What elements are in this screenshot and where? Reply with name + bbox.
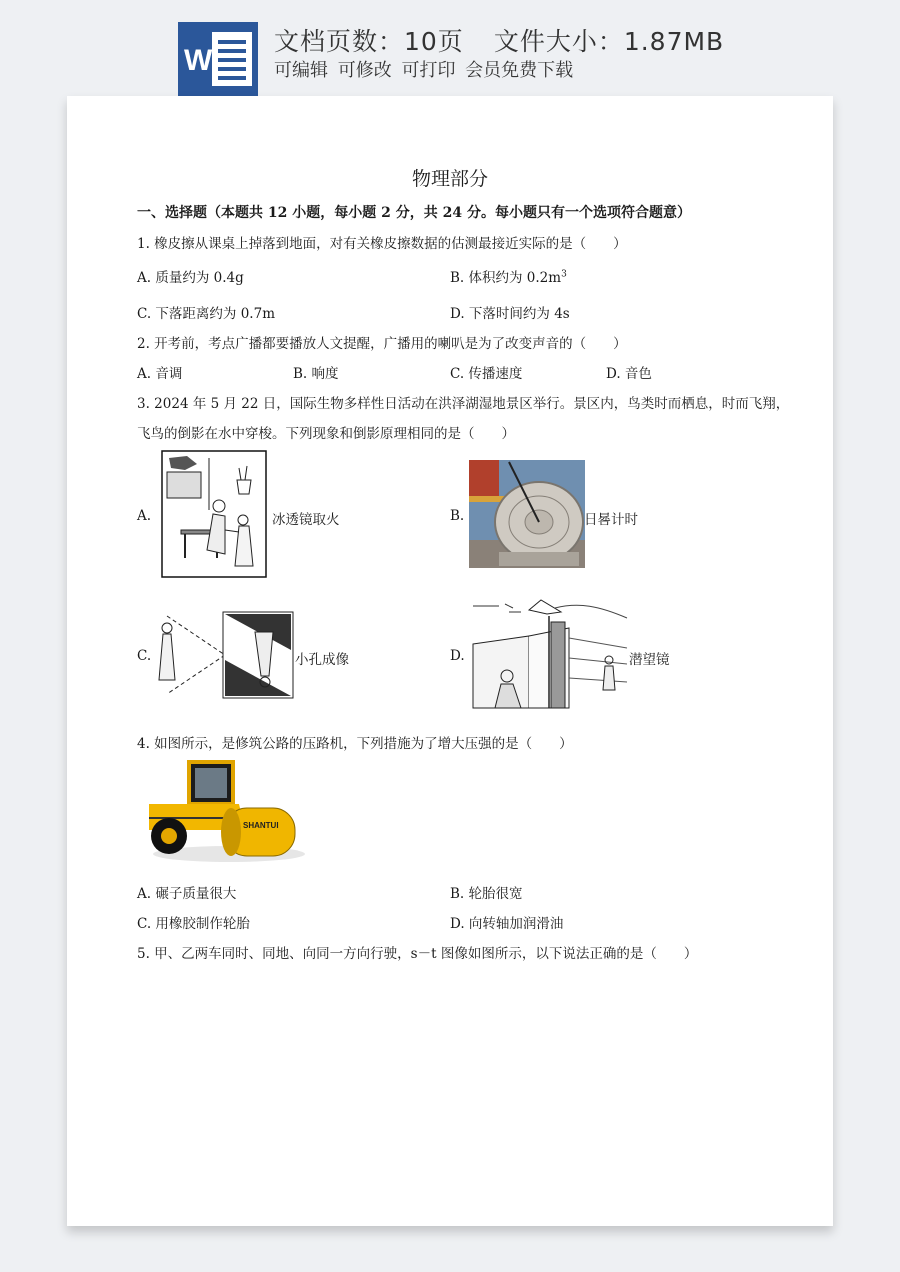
q4-option-d: D. 向转轴加润滑油 [450, 916, 564, 932]
sundial-photo [469, 460, 585, 568]
q2-option-d: D. 音色 [606, 366, 652, 382]
q2-stem: 2. 开考前，考点广播都要播放人文提醒，广播用的喇叭是为了改变声音的（ ） [137, 336, 627, 352]
road-roller-photo [139, 756, 307, 866]
q3-stem-line1: 3. 2024 年 5 月 22 日，国际生物多样性日活动在洪泽湖湿地景区举行。景区内，鸟类时而栖息，时而飞翔， [137, 396, 790, 412]
q1-option-c: C. 下落距离约为 0.7m [137, 306, 275, 322]
svg-text:W: W [184, 44, 213, 77]
q1-stem: 1. 橡皮擦从课桌上掉落到地面，对有关橡皮擦数据的估测最接近实际的是（ ） [137, 236, 627, 252]
q3-option-b-label: B. [450, 508, 465, 524]
q1-option-a: A. 质量约为 0.4g [137, 270, 244, 286]
q3-option-a-label: A. [137, 508, 152, 524]
file-size: 文件大小：1.87MB [493, 27, 725, 56]
q1-option-b [450, 266, 567, 286]
q4-option-b: B. 轮胎很宽 [450, 886, 523, 902]
periscope-illustration [469, 598, 629, 716]
pinhole-imaging-illustration [153, 610, 297, 700]
q2-option-b: B. 响度 [293, 366, 339, 382]
q1-option-b-text: B. 体积约为 0.2m [450, 270, 562, 286]
word-document-icon [178, 22, 258, 96]
download-banner [0, 0, 900, 96]
q4-option-c: C. 用橡胶制作轮胎 [137, 916, 250, 932]
q1-option-d: D. 下落时间约为 4s [450, 306, 570, 322]
q3-option-d-label: D. [450, 648, 465, 664]
q3-option-b-caption: 日晷计时 [584, 512, 638, 528]
q3-option-a-caption: 冰透镜取火 [272, 512, 340, 528]
q3-option-c-label: C. [137, 648, 152, 664]
section-heading: 一、选择题（本题共 12 小题，每小题 2 分，共 24 分。每小题只有一个选项符合题意） [137, 205, 691, 221]
q5-stem: 5. 甲、乙两车同时、同地、向同一方向行驶，s－t 图像如图所示，以下说法正确的是（ ） [137, 946, 698, 962]
doc-title: 物理部分 [411, 168, 488, 190]
banner-info-line [274, 22, 724, 58]
ice-lens-fire-illustration [161, 450, 267, 578]
q4-stem: 4. 如图所示，是修筑公路的压路机，下列措施为了增大压强的是（ ） [137, 736, 573, 752]
q4-option-a: A. 碾子质量很大 [137, 886, 237, 902]
q1-option-b-exponent: 3 [561, 269, 567, 280]
q2-option-c: C. 传播速度 [450, 366, 523, 382]
q3-option-d-caption: 潜望镜 [629, 652, 670, 668]
q3-stem-line2: 飞鸟的倒影在水中穿梭。下列现象和倒影原理相同的是（ ） [137, 426, 515, 442]
document-page [67, 96, 833, 1226]
roller-brand: SHANTUI [243, 821, 279, 830]
banner-features: 可编辑 可修改 可打印 会员免费下载 [274, 60, 574, 81]
q2-option-a: A. 音调 [137, 366, 183, 382]
q3-option-c-caption: 小孔成像 [295, 652, 349, 668]
page-count: 文档页数：10页 [274, 27, 464, 56]
